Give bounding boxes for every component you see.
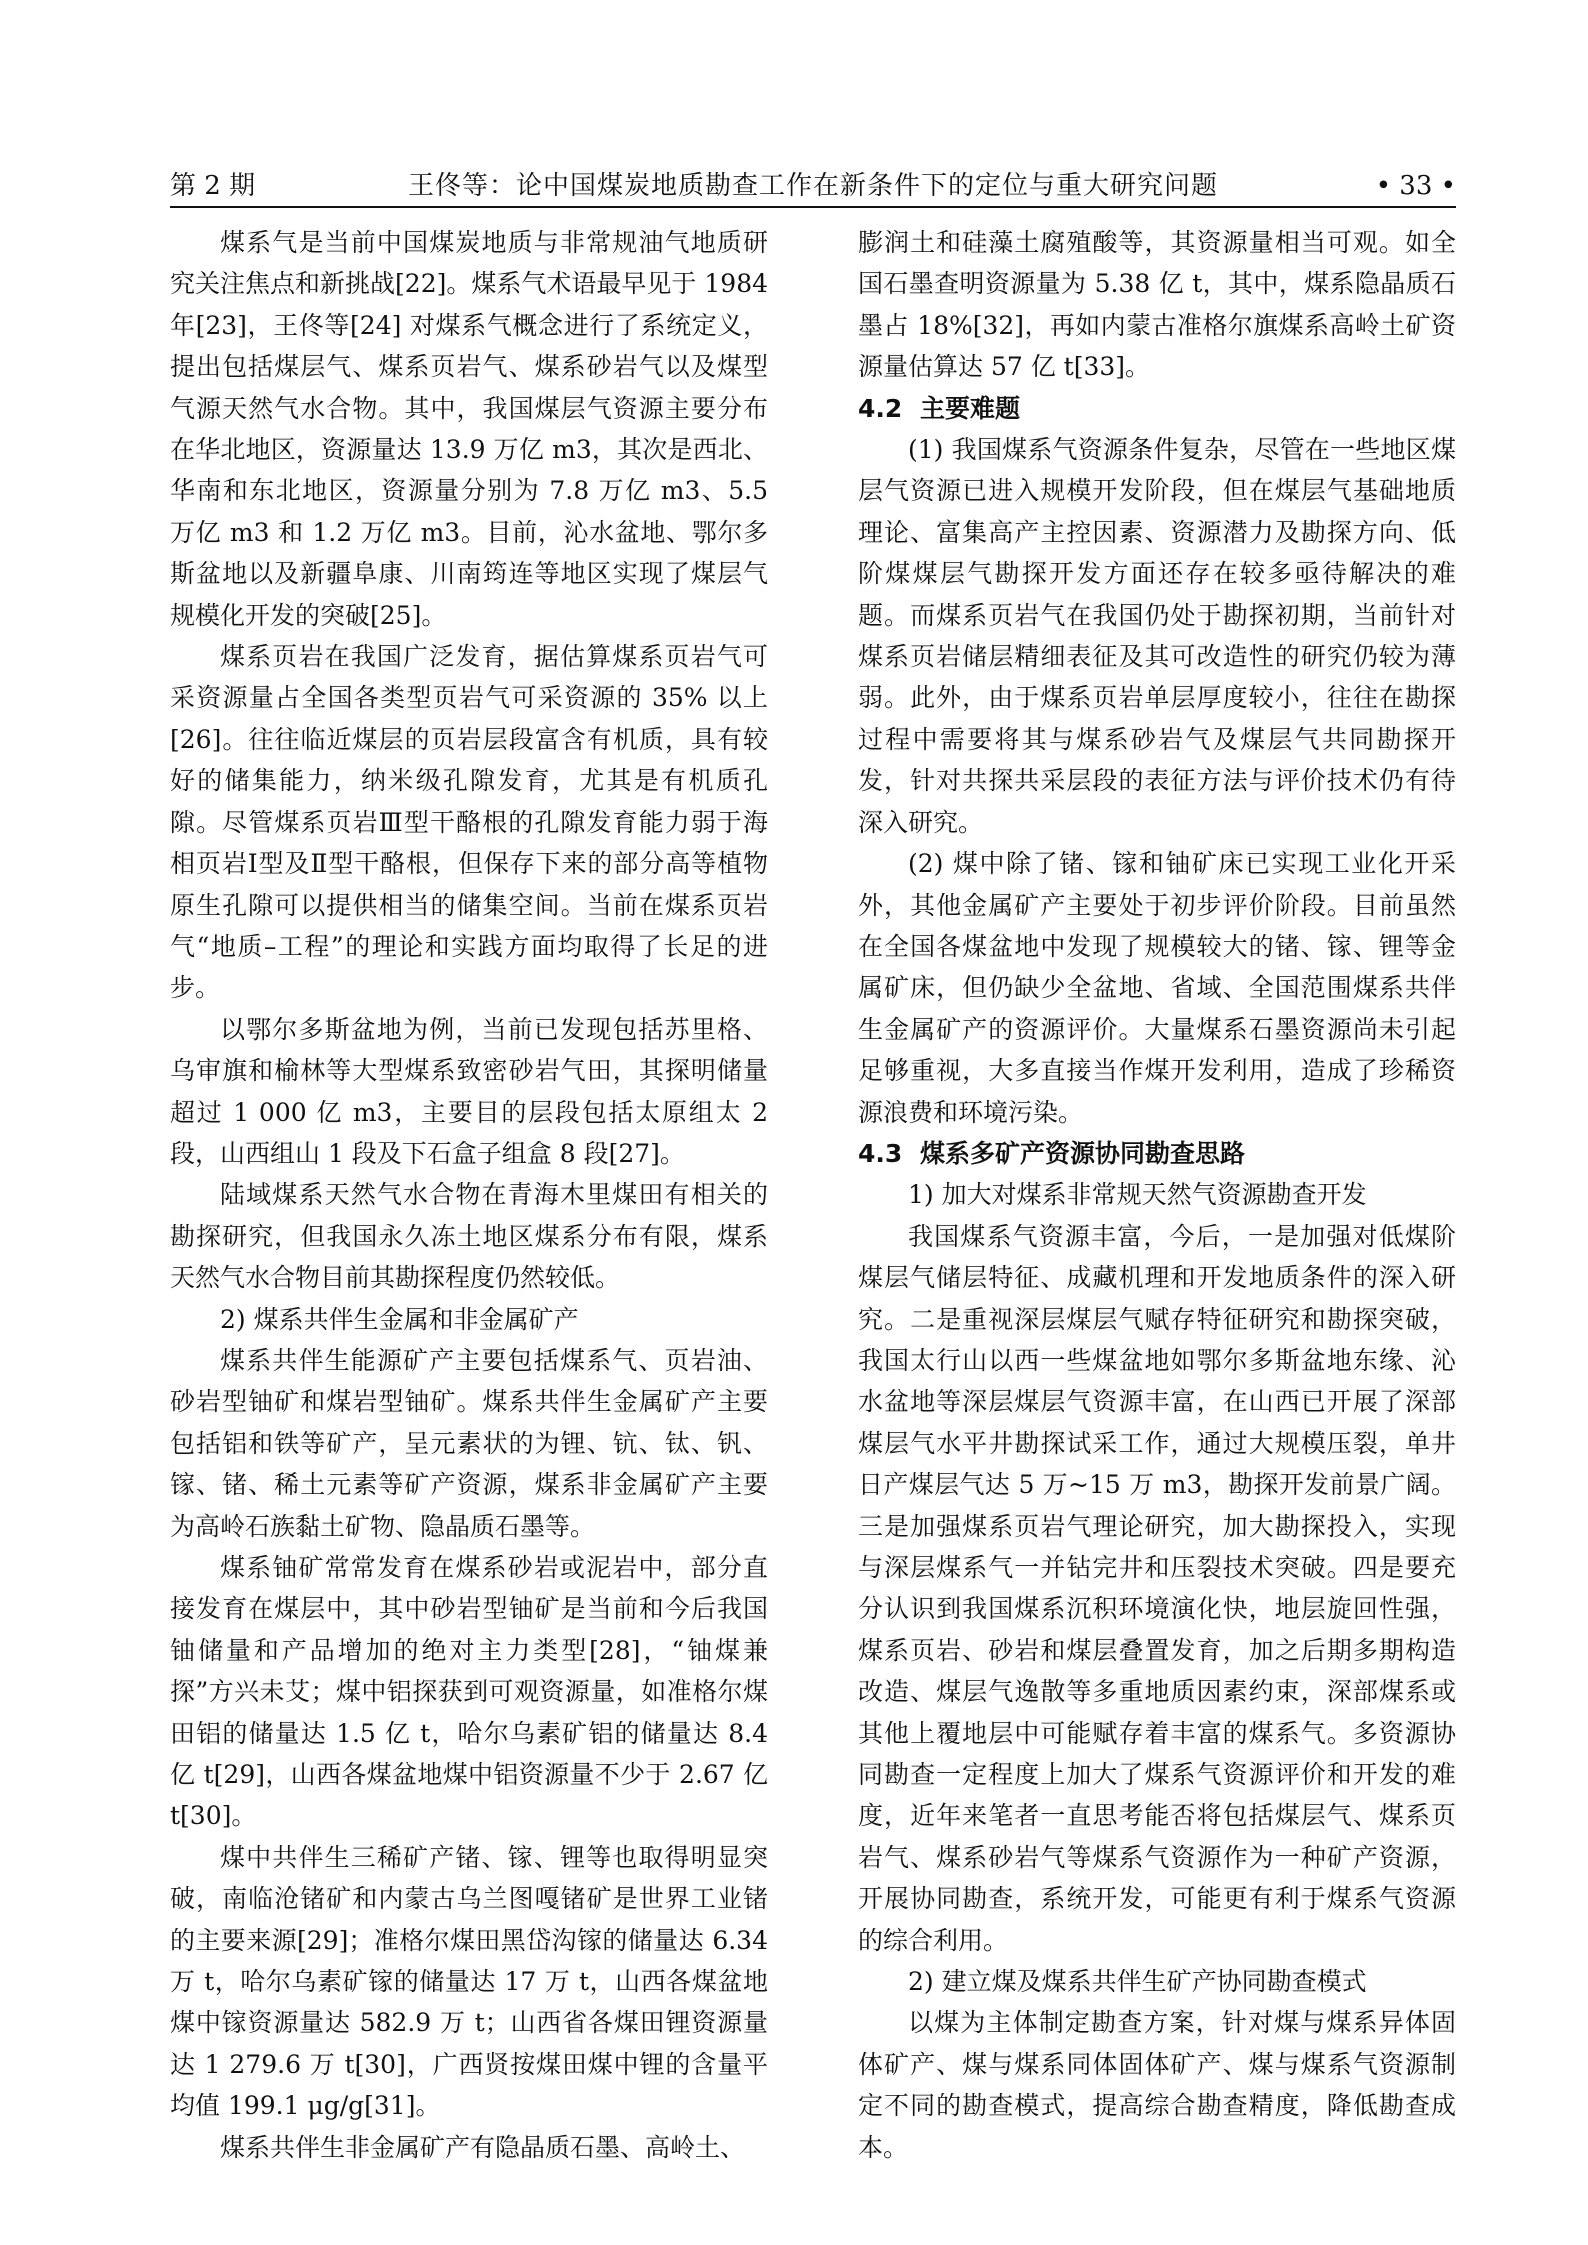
page-number: • 33 •	[1375, 171, 1456, 201]
subsection-label: 1) 加大对煤系非常规天然气资源勘查开发	[908, 1180, 1367, 1210]
running-header	[170, 166, 1456, 206]
left-column	[170, 222, 768, 2168]
paragraph: 煤系共伴生能源矿产主要包括煤系气、页岩油、砂岩型铀矿和煤岩型铀矿。煤系共伴生金属矿产主要包括铝和铁等矿产，呈元素状的为锂、钪、钛、钒、镓、锗、稀土元素等矿产资源，煤系非金属矿产主要为高岭石族黏土矿物、隐晶质石墨等。	[170, 1345, 768, 1541]
paragraph: (1) 我国煤系气资源条件复杂，尽管在一些地区煤层气资源已进入规模开发阶段，但在煤层气基础地质理论、富集高产主控因素、资源潜力及勘探方向、低阶煤煤层气勘探开发方面还存在较多亟待解决的难题。而煤系页岩气在我国仍处于勘探初期，当前针对煤系页岩储层精细表征及其可改造性的研究仍较为薄弱。此外，由于煤系页岩单层厚度较小，往往在勘探过程中需要将其与煤系砂岩气及煤层气共同勘探开发，针对共探共采层段的表征方法与评价技术仍有待深入研究。	[858, 435, 1456, 837]
paragraph: 以煤为主体制定勘查方案，针对煤与煤系异体固体矿产、煤与煤系同体固体矿产、煤与煤系气资源制定不同的勘查模式，提高综合勘查精度，降低勘查成本。	[858, 2008, 1456, 2162]
section-number: 4.3	[858, 1138, 903, 1168]
section-number: 4.2	[858, 393, 903, 423]
header-rule	[170, 206, 1456, 208]
paragraph: 我国煤系气资源丰富，今后，一是加强对低煤阶煤层气储层特征、成藏机理和开发地质条件的深入研究。二是重视深层煤层气赋存特征研究和勘探突破，我国太行山以西一些煤盆地如鄂尔多斯盆地东缘、沁水盆地等深层煤层气资源丰富，在山西已开展了深部煤层气水平井勘探试采工作，通过大规模压裂，单井日产煤层气达 5 万~15 万 m3，勘探开发前景广阔。三是加强煤系页岩气理论研究，加大勘探投入，实现与深层煤系气一并钻完井和压裂技术突破。四是要充分认识到我国煤系沉积环境演化快，地层旋回性强，煤系页岩、砂岩和煤层叠置发育，加之后期多期构造改造、煤层气逸散等多重地质因素约束，深部煤系或其他上覆地层中可能赋存着丰富的煤系气。多资源协同勘查一定程度上加大了煤系气资源评价和开发的难度，近年来笔者一直思考能否将包括煤层气、煤系页岩气、煤系砂岩气等煤系气资源作为一种矿产资源，开展协同勘查，系统开发，可能更有利于煤系气资源的综合利用。	[858, 1221, 1456, 1955]
paragraph: (2) 煤中除了锗、镓和铀矿床已实现工业化开采外，其他金属矿产主要处于初步评价阶段。目前虽然在全国各煤盆地中发现了规模较大的锗、镓、锂等金属矿床，但仍缺少全盆地、省域、全国范围煤系共伴生金属矿产的资源评价。大量煤系石墨资源尚未引起足够重视，大多直接当作煤开发利用，造成了珍稀资源浪费和环境污染。	[858, 849, 1456, 1127]
running-title: 王佟等：论中国煤炭地质勘查工作在新条件下的定位与重大研究问题	[407, 171, 1218, 201]
paragraph: 煤中共伴生三稀矿产锗、镓、锂等也取得明显突破，南临沧锗矿和内蒙古乌兰图嘎锗矿是世界工业锗的主要来源[29]；准格尔煤田黑岱沟镓的储量达 6.34 万 t，哈尔乌素矿镓的储量达 17 万 t，山西各煤盆地煤中镓资源量达 582.9 万 t；山西省各煤田锂资源量达 1 279.6 万 t[30]，广西贤按煤田煤中锂的含量平均值 199.1 μg/g[31]。	[170, 1842, 768, 2121]
section-title: 主要难题	[920, 393, 1021, 423]
paragraph: 煤系页岩在我国广泛发育，据估算煤系页岩气可采资源量占全国各类型页岩气可采资源的 35% 以上[26]。往往临近煤层的页岩层段富含有机质，具有较好的储集能力，纳米级孔隙发育，尤其是有机质孔隙。尽管煤系页岩Ⅲ型干酪根的孔隙发育能力弱于海相页岩Ⅰ型及Ⅱ型干酪根，但保存下来的部分高等植物原生孔隙可以提供相当的储集空间。当前在煤系页岩气“地质–工程”的理论和实践方面均取得了长足的进步。	[170, 642, 768, 1003]
paragraph: 以鄂尔多斯盆地为例，当前已发现包括苏里格、乌审旗和榆林等大型煤系致密砂岩气田，其探明储量超过 1 000 亿 m3，主要目的层段包括太原组太 2 段，山西组山 1 段及下石盒子组盒 8 段[27]。	[170, 1014, 768, 1168]
paragraph: 陆域煤系天然气水合物在青海木里煤田有相关的勘探研究，但我国永久冻土地区煤系分布有限，煤系天然气水合物目前其勘探程度仍然较低。	[170, 1180, 768, 1293]
paragraph: 煤系气是当前中国煤炭地质与非常规油气地质研究关注焦点和新挑战[22]。煤系气术语最早见于 1984 年[23]，王佟等[24] 对煤系气概念进行了系统定义，提出包括煤层气、煤系页岩气、煤系砂岩气以及煤型气源天然气水合物。其中，我国煤层气资源主要分布在华北地区，资源量达 13.9 万亿 m3，其次是西北、华南和东北地区，资源量分别为 7.8 万亿 m3、5.5 万亿 m3 和 1.2 万亿 m3。目前，沁水盆地、鄂尔多斯盆地以及新疆阜康、川南筠连等地区实现了煤层气规模化开发的突破[25]。	[170, 228, 768, 630]
subsection-label: 2) 建立煤及煤系共伴生矿产协同勘查模式	[908, 1967, 1367, 1997]
subsection-label: 2) 煤系共伴生金属和非金属矿产	[220, 1304, 579, 1334]
right-column	[858, 222, 1456, 2168]
paragraph: 煤系共伴生非金属矿产有隐晶质石墨、高岭土、	[220, 2132, 746, 2162]
section-heading-4-2	[858, 388, 1456, 429]
section-title: 煤系多矿产资源协同勘查思路	[920, 1138, 1246, 1168]
issue-number: 第 2 期	[170, 171, 256, 201]
section-heading-4-3	[858, 1133, 1456, 1174]
paragraph: 膨润土和硅藻土腐殖酸等，其资源量相当可观。如全国石墨查明资源量为 5.38 亿 t，其中，煤系隐晶质石墨占 18%[32]，再如内蒙古准格尔旗煤系高岭土矿资源量估算达 57 亿 t[33]。	[858, 228, 1456, 382]
paragraph: 煤系铀矿常常发育在煤系砂岩或泥岩中，部分直接发育在煤层中，其中砂岩型铀矿是当前和今后我国铀储量和产品增加的绝对主力类型[28]，“铀煤兼探”方兴未艾；煤中铝探获到可观资源量，如准格尔煤田铝的储量达 1.5 亿 t，哈尔乌素矿铝的储量达 8.4 亿 t[29]，山西各煤盆地煤中铝资源量不少于 2.67 亿 t[30]。	[170, 1553, 768, 1831]
